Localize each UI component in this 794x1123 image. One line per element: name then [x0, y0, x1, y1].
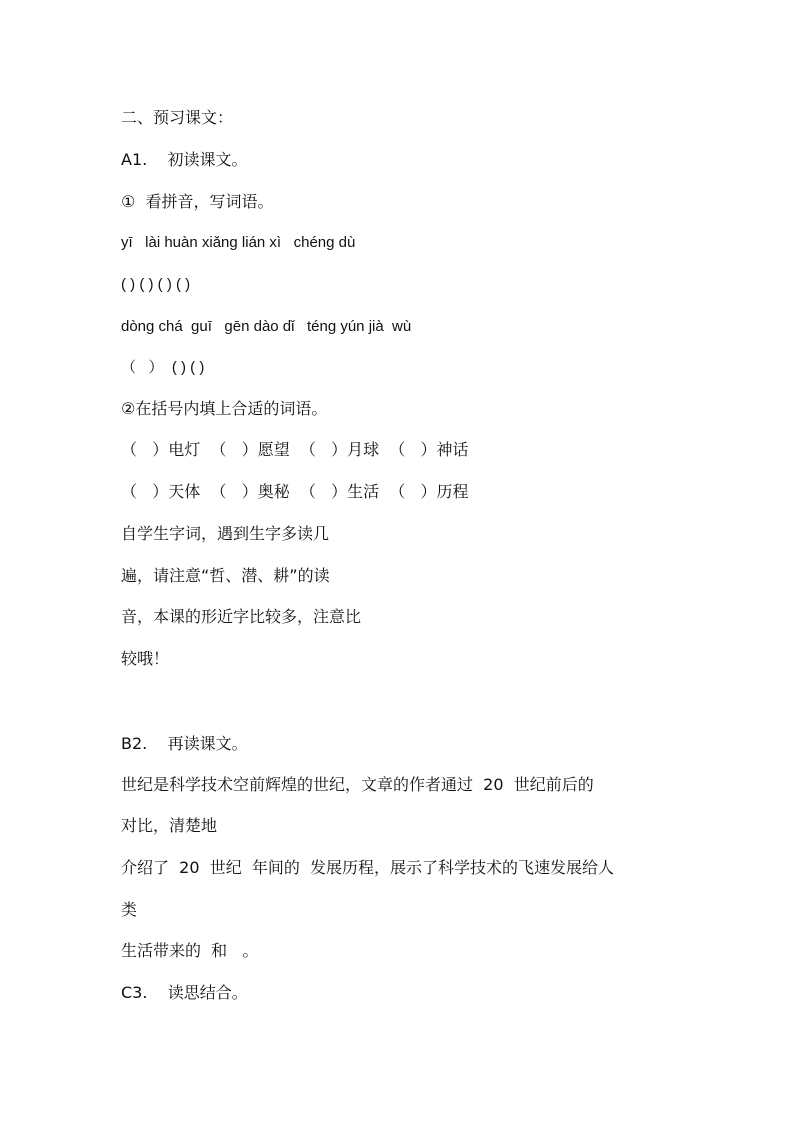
section-heading: 二、预习课文：: [121, 108, 234, 127]
fill-row-2: （ ）天体 （ ）奥秘 （ ）生活 （ ）历程: [121, 482, 469, 501]
part-b-line-2: 对比，清楚地: [121, 816, 218, 835]
task-2-instruction: ②在括号内填上合适的词语。: [121, 399, 328, 418]
pinyin-row-1: yī lài huàn xiǎng lián xì chéng dù: [121, 234, 356, 251]
part-b-title: B2. 再读课文。: [121, 734, 248, 753]
tip-line-2: 遍，请注意“哲、潜、耕”的读: [121, 566, 330, 585]
tip-line-3: 音，本课的形近字比较多，注意比: [121, 607, 362, 626]
pinyin-row-2: dòng chá guī gēn dào dǐ téng yún jià wù: [121, 318, 412, 335]
tip-line-1: 自学生字词，遇到生字多读几: [121, 524, 330, 543]
tip-line-4: 较哦！: [121, 649, 170, 668]
part-c-title: C3. 读思结合。: [121, 983, 248, 1002]
blank-row-2: （ ） ( ) ( ): [121, 359, 205, 376]
part-b-line-3: 介绍了 20 世纪 年间的 发展历程，展示了科学技术的飞速发展给人: [121, 858, 615, 877]
fill-row-1: （ ）电灯 （ ）愿望 （ ）月球 （ ）神话: [121, 440, 469, 459]
part-b-line-5: 生活带来的 和 。: [121, 941, 259, 960]
blank-row-1: ( ) ( ) ( ) ( ): [121, 276, 191, 293]
part-b-line-4: 类: [121, 900, 138, 919]
task-1-instruction: ① 看拼音，写词语。: [121, 192, 274, 211]
part-a-title: A1. 初读课文。: [121, 150, 248, 169]
part-b-line-1: 世纪是科学技术空前辉煌的世纪，文章的作者通过 20 世纪前后的: [121, 775, 594, 794]
